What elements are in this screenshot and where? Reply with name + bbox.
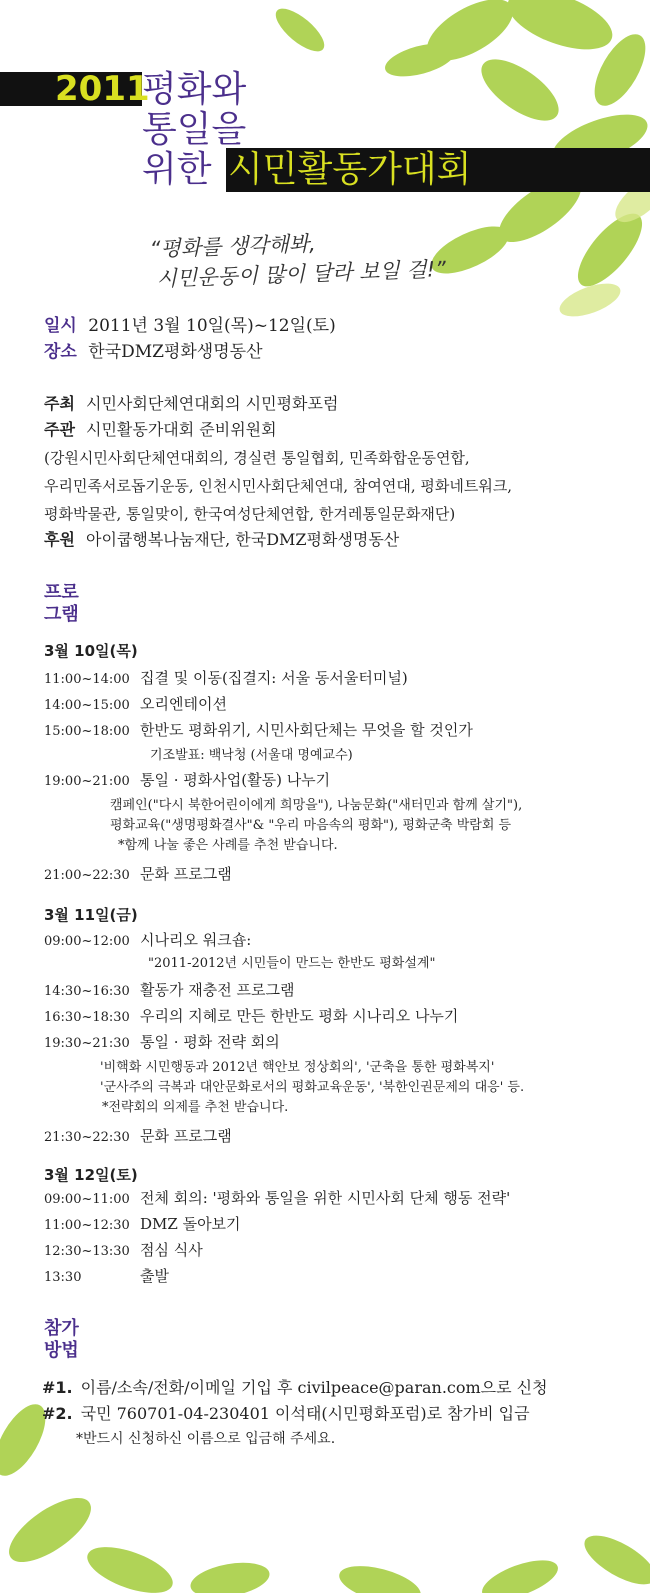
schedule-note: 기조발표: 백낙청 (서울대 명예교수): [150, 748, 353, 763]
schedule-note: '군사주의 극복과 대안문화로서의 평화교육운동', '북한인권문제의 대응' 등.: [100, 1080, 525, 1095]
organizer-members-2: 우리민족서로돕기운동, 인천시민사회단체연대, 참여연대, 평화네트워크,: [44, 477, 513, 495]
schedule-time: 21:00~22:30: [44, 868, 130, 883]
schedule-item: [44, 1126, 232, 1148]
when-value: 2011년 3월 10일(목)~12일(토): [88, 316, 336, 336]
quote-line-2: 시민운동이 많이 달라 보일 걸!”: [156, 256, 447, 292]
schedule-item: [44, 930, 251, 952]
schedule-text: 시나리오 워크숍:: [140, 931, 252, 949]
schedule-text: 집결 및 이동(집결지: 서울 동서울터미널): [140, 669, 408, 687]
schedule-item: [44, 1006, 458, 1028]
info-when: [44, 316, 336, 336]
schedule-time: 19:30~21:30: [44, 1036, 130, 1051]
schedule-time: 11:00~12:30: [44, 1218, 130, 1233]
schedule-item: [44, 1266, 169, 1288]
schedule-text: 활동가 재충전 프로그램: [140, 981, 295, 999]
title-highlight: 시민활동가대회: [228, 149, 472, 190]
schedule-text: DMZ 돌아보기: [140, 1215, 241, 1233]
title-line-1: 평화와: [142, 69, 247, 110]
schedule-time: 16:30~18:30: [44, 1010, 130, 1025]
host-value: 시민사회단체연대회의 시민평화포럼: [86, 394, 339, 413]
schedule-time: 13:30: [44, 1270, 82, 1285]
organizer-value: 시민활동가대회 준비위원회: [86, 420, 277, 439]
schedule-item: [44, 694, 227, 716]
schedule-text: 오리엔테이션: [140, 695, 227, 713]
schedule-text: 전체 회의: '평화와 통일을 위한 시민사회 단체 행동 전략': [140, 1189, 511, 1207]
quote-line-1: “평화를 생각해봐,: [149, 231, 317, 262]
program-heading-2: 그램: [44, 604, 79, 625]
schedule-text: 문화 프로그램: [140, 865, 232, 883]
schedule-item: [44, 770, 330, 792]
when-label: 일시: [44, 316, 77, 336]
schedule-text: 한반도 평화위기, 시민사회단체는 무엇을 할 것인가: [140, 721, 473, 739]
schedule-time: 11:00~14:00: [44, 672, 130, 687]
where-value: 한국DMZ평화생명동산: [88, 342, 263, 362]
organizer-members-1: (강원시민사회단체연대회의, 경실련 통일협회, 민족화합운동연합,: [44, 449, 470, 467]
step-2-number: #2.: [42, 1404, 73, 1423]
schedule-time: 09:00~12:00: [44, 934, 130, 949]
schedule-item: [44, 720, 473, 742]
schedule-time: 09:00~11:00: [44, 1192, 130, 1207]
schedule-note: *전략회의 의제를 추천 받습니다.: [102, 1100, 289, 1115]
schedule-item: [44, 1240, 203, 1262]
program-heading: [44, 582, 79, 626]
host-label: 주최: [44, 394, 75, 413]
schedule-time: 19:00~21:00: [44, 774, 130, 789]
schedule-text: 우리의 지혜로 만든 한반도 평화 시나리오 나누기: [140, 1007, 459, 1025]
schedule-time: 14:30~16:30: [44, 984, 130, 999]
schedule-item: [44, 1032, 280, 1054]
schedule-text: 점심 식사: [140, 1241, 203, 1259]
schedule-time: 21:30~22:30: [44, 1130, 130, 1145]
participation-heading: [44, 1318, 79, 1362]
title-line-3: 위한: [142, 149, 212, 190]
schedule-item: [44, 1188, 510, 1210]
schedule-text: 통일 · 평화사업(활동) 나누기: [140, 771, 331, 789]
participation-heading-2: 방법: [44, 1340, 79, 1361]
title-year: 2011: [55, 69, 150, 109]
where-label: 장소: [44, 342, 77, 362]
participation-step-1: [42, 1378, 548, 1398]
info-host: [44, 394, 338, 414]
day-2-title: 3월 11일(금): [44, 906, 138, 924]
sponsor-label: 후원: [44, 530, 75, 549]
schedule-item: [44, 864, 232, 886]
schedule-item: [44, 980, 294, 1002]
schedule-item: [44, 668, 408, 690]
schedule-text: 문화 프로그램: [140, 1127, 232, 1145]
sponsor-value: 아이쿱행복나눔재단, 한국DMZ평화생명동산: [86, 530, 400, 549]
day-3-title: 3월 12일(토): [44, 1166, 138, 1184]
schedule-time: 12:30~13:30: [44, 1244, 130, 1259]
program-heading-1: 프로: [44, 582, 79, 603]
schedule-time: 15:00~18:00: [44, 724, 130, 739]
organizer-members-3: 평화박물관, 통일맞이, 한국여성단체연합, 한겨레통일문화재단): [44, 505, 456, 523]
schedule-note: 평화교육("생명평화결사"& "우리 마음속의 평화"), 평화군축 박람회 등: [110, 818, 512, 833]
title-line-2: 통일을: [142, 109, 247, 150]
schedule-note: '비핵화 시민행동과 2012년 핵안보 정상회의', '군축을 통한 평화복지': [100, 1060, 495, 1075]
day-1-title: 3월 10일(목): [44, 642, 138, 660]
schedule-text: 통일 · 평화 전략 회의: [140, 1033, 280, 1051]
participation-step-2: [42, 1404, 530, 1424]
schedule-text: 출발: [140, 1267, 169, 1285]
schedule-note: *함께 나눌 좋은 사례를 추천 받습니다.: [118, 838, 338, 853]
step-1-number: #1.: [42, 1378, 73, 1397]
info-sponsor: [44, 530, 399, 550]
slogan-quote: [149, 222, 511, 295]
step-1-text: 이름/소속/전화/이메일 기입 후 civilpeace@paran.com으로 신청: [80, 1378, 548, 1397]
organizer-label: 주관: [44, 420, 75, 439]
info-where: [44, 342, 263, 362]
info-organizer: [44, 420, 277, 440]
participation-note: *반드시 신청하신 이름으로 입금해 주세요.: [76, 1431, 336, 1447]
schedule-item: [44, 1214, 241, 1236]
schedule-note: 캠페인("다시 북한어린이에게 희망을"), 나눔문화("새터민과 함께 살기"),: [110, 798, 523, 813]
participation-heading-1: 참가: [44, 1318, 79, 1339]
schedule-time: 14:00~15:00: [44, 698, 130, 713]
schedule-note: "2011-2012년 시민들이 만드는 한반도 평화설계": [148, 956, 436, 971]
step-2-text: 국민 760701-04-230401 이석태(시민평화포럼)로 참가비 입금: [80, 1404, 530, 1423]
